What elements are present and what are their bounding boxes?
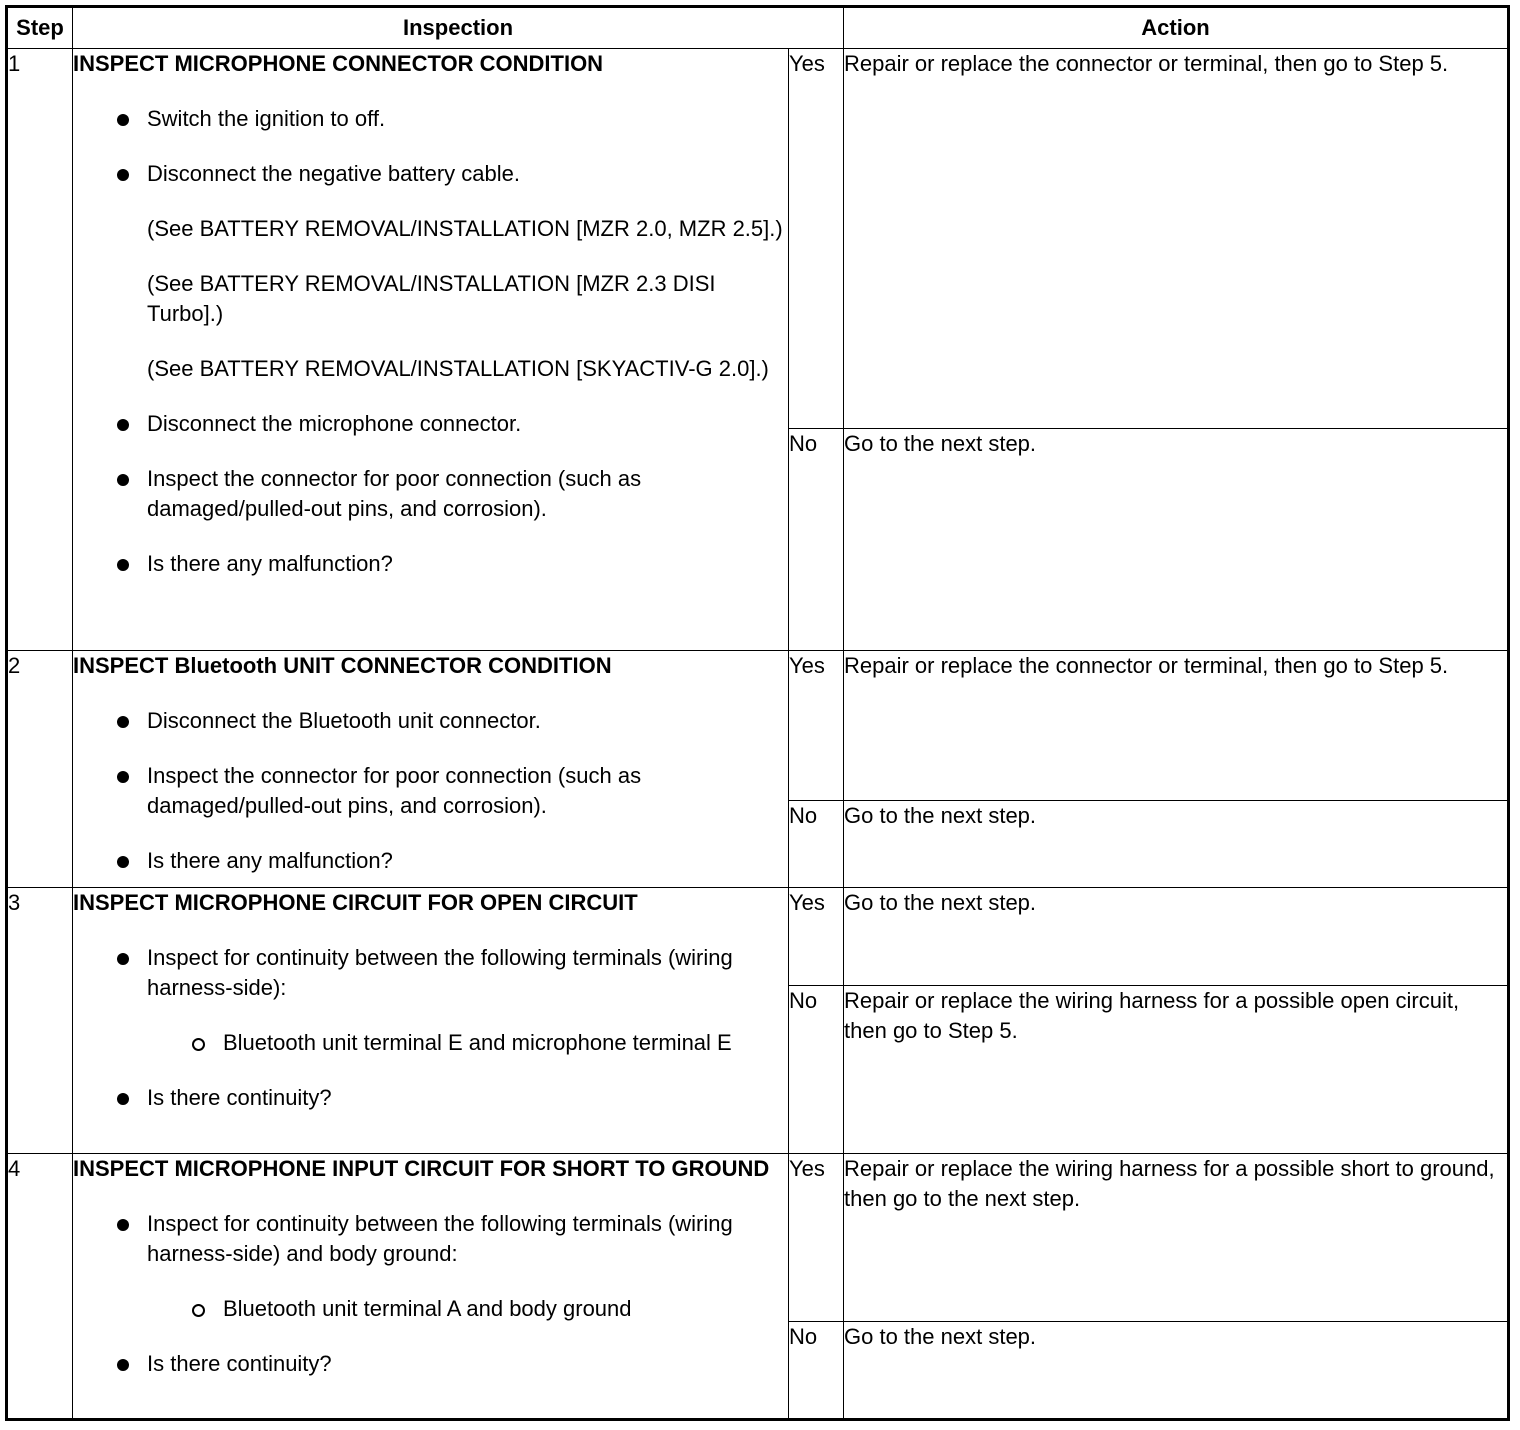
no-action: Go to the next step. [844, 801, 1509, 888]
inspection-table [5, 5, 1510, 1421]
step-1-inspection [73, 49, 789, 651]
no-action: Go to the next step. [844, 1322, 1509, 1420]
step-number: 2 [7, 651, 73, 888]
header-step: Step [7, 7, 73, 49]
yes-label: Yes [789, 651, 844, 801]
reference-note: (See BATTERY REMOVAL/INSTALLATION [MZR 2.0, MZR 2.5].) [147, 216, 783, 241]
step-1-yes-row [7, 49, 1509, 429]
yes-label: Yes [789, 888, 844, 986]
yes-label: Yes [789, 49, 844, 429]
bullet-item: Disconnect the microphone connector. [73, 409, 788, 439]
bullet-item: Is there any malfunction? [73, 549, 788, 579]
bullet-item: Is there continuity? [73, 1083, 788, 1113]
bullet-item: Disconnect the negative battery cable. [73, 159, 788, 189]
yes-action: Repair or replace the connector or terminal, then go to Step 5. [844, 651, 1509, 801]
step-number: 3 [7, 888, 73, 1154]
bullet-item: Inspect the connector for poor connection (such as damaged/pulled-out pins, and corrosion). [73, 761, 788, 821]
bullet-item: Disconnect the Bluetooth unit connector. [73, 706, 788, 736]
step-title: INSPECT MICROPHONE CONNECTOR CONDITION [73, 51, 604, 76]
step-2-inspection [73, 651, 789, 888]
step-title: INSPECT MICROPHONE CIRCUIT FOR OPEN CIRCUIT [73, 890, 638, 915]
bullet-item: Is there continuity? [73, 1349, 788, 1379]
reference-note: (See BATTERY REMOVAL/INSTALLATION [SKYACTIV-G 2.0].) [147, 356, 769, 381]
step-4-yes-row [7, 1154, 1509, 1322]
header-action: Action [844, 7, 1509, 49]
yes-action: Go to the next step. [844, 888, 1509, 986]
bullet-item: Inspect for continuity between the following terminals (wiring harness-side): [73, 943, 788, 1003]
no-label: No [789, 801, 844, 888]
bullet-item: Switch the ignition to off. [73, 104, 788, 134]
procedure-page [5, 5, 1507, 1421]
no-action: Go to the next step. [844, 429, 1509, 651]
step-number: 1 [7, 49, 73, 651]
step-3-yes-row [7, 888, 1509, 986]
bullet-item: Inspect for continuity between the following terminals (wiring harness-side) and body ground: [73, 1209, 788, 1269]
step-title: INSPECT MICROPHONE INPUT CIRCUIT FOR SHORT TO GROUND [73, 1156, 770, 1181]
bullet-item: Is there any malfunction? [73, 846, 788, 876]
yes-action: Repair or replace the wiring harness for a possible short to ground, then go to the next step. [844, 1154, 1509, 1322]
step-title: INSPECT Bluetooth UNIT CONNECTOR CONDITION [73, 653, 612, 678]
reference-note: (See BATTERY REMOVAL/INSTALLATION [MZR 2.3 DISI Turbo].) [147, 271, 716, 326]
header-inspection: Inspection [73, 7, 844, 49]
no-label: No [789, 429, 844, 651]
no-label: No [789, 986, 844, 1154]
no-action: Repair or replace the wiring harness for a possible open circuit, then go to Step 5. [844, 986, 1509, 1154]
yes-label: Yes [789, 1154, 844, 1322]
header-row [7, 7, 1509, 49]
sub-bullet-item: Bluetooth unit terminal E and microphone terminal E [73, 1028, 788, 1058]
step-number: 4 [7, 1154, 73, 1420]
step-4-inspection [73, 1154, 789, 1420]
bullet-item: Inspect the connector for poor connection (such as damaged/pulled-out pins, and corrosion). [73, 464, 788, 524]
no-label: No [789, 1322, 844, 1420]
step-3-inspection [73, 888, 789, 1154]
sub-bullet-item: Bluetooth unit terminal A and body ground [73, 1294, 788, 1324]
yes-action: Repair or replace the connector or terminal, then go to Step 5. [844, 49, 1509, 429]
step-2-yes-row [7, 651, 1509, 801]
